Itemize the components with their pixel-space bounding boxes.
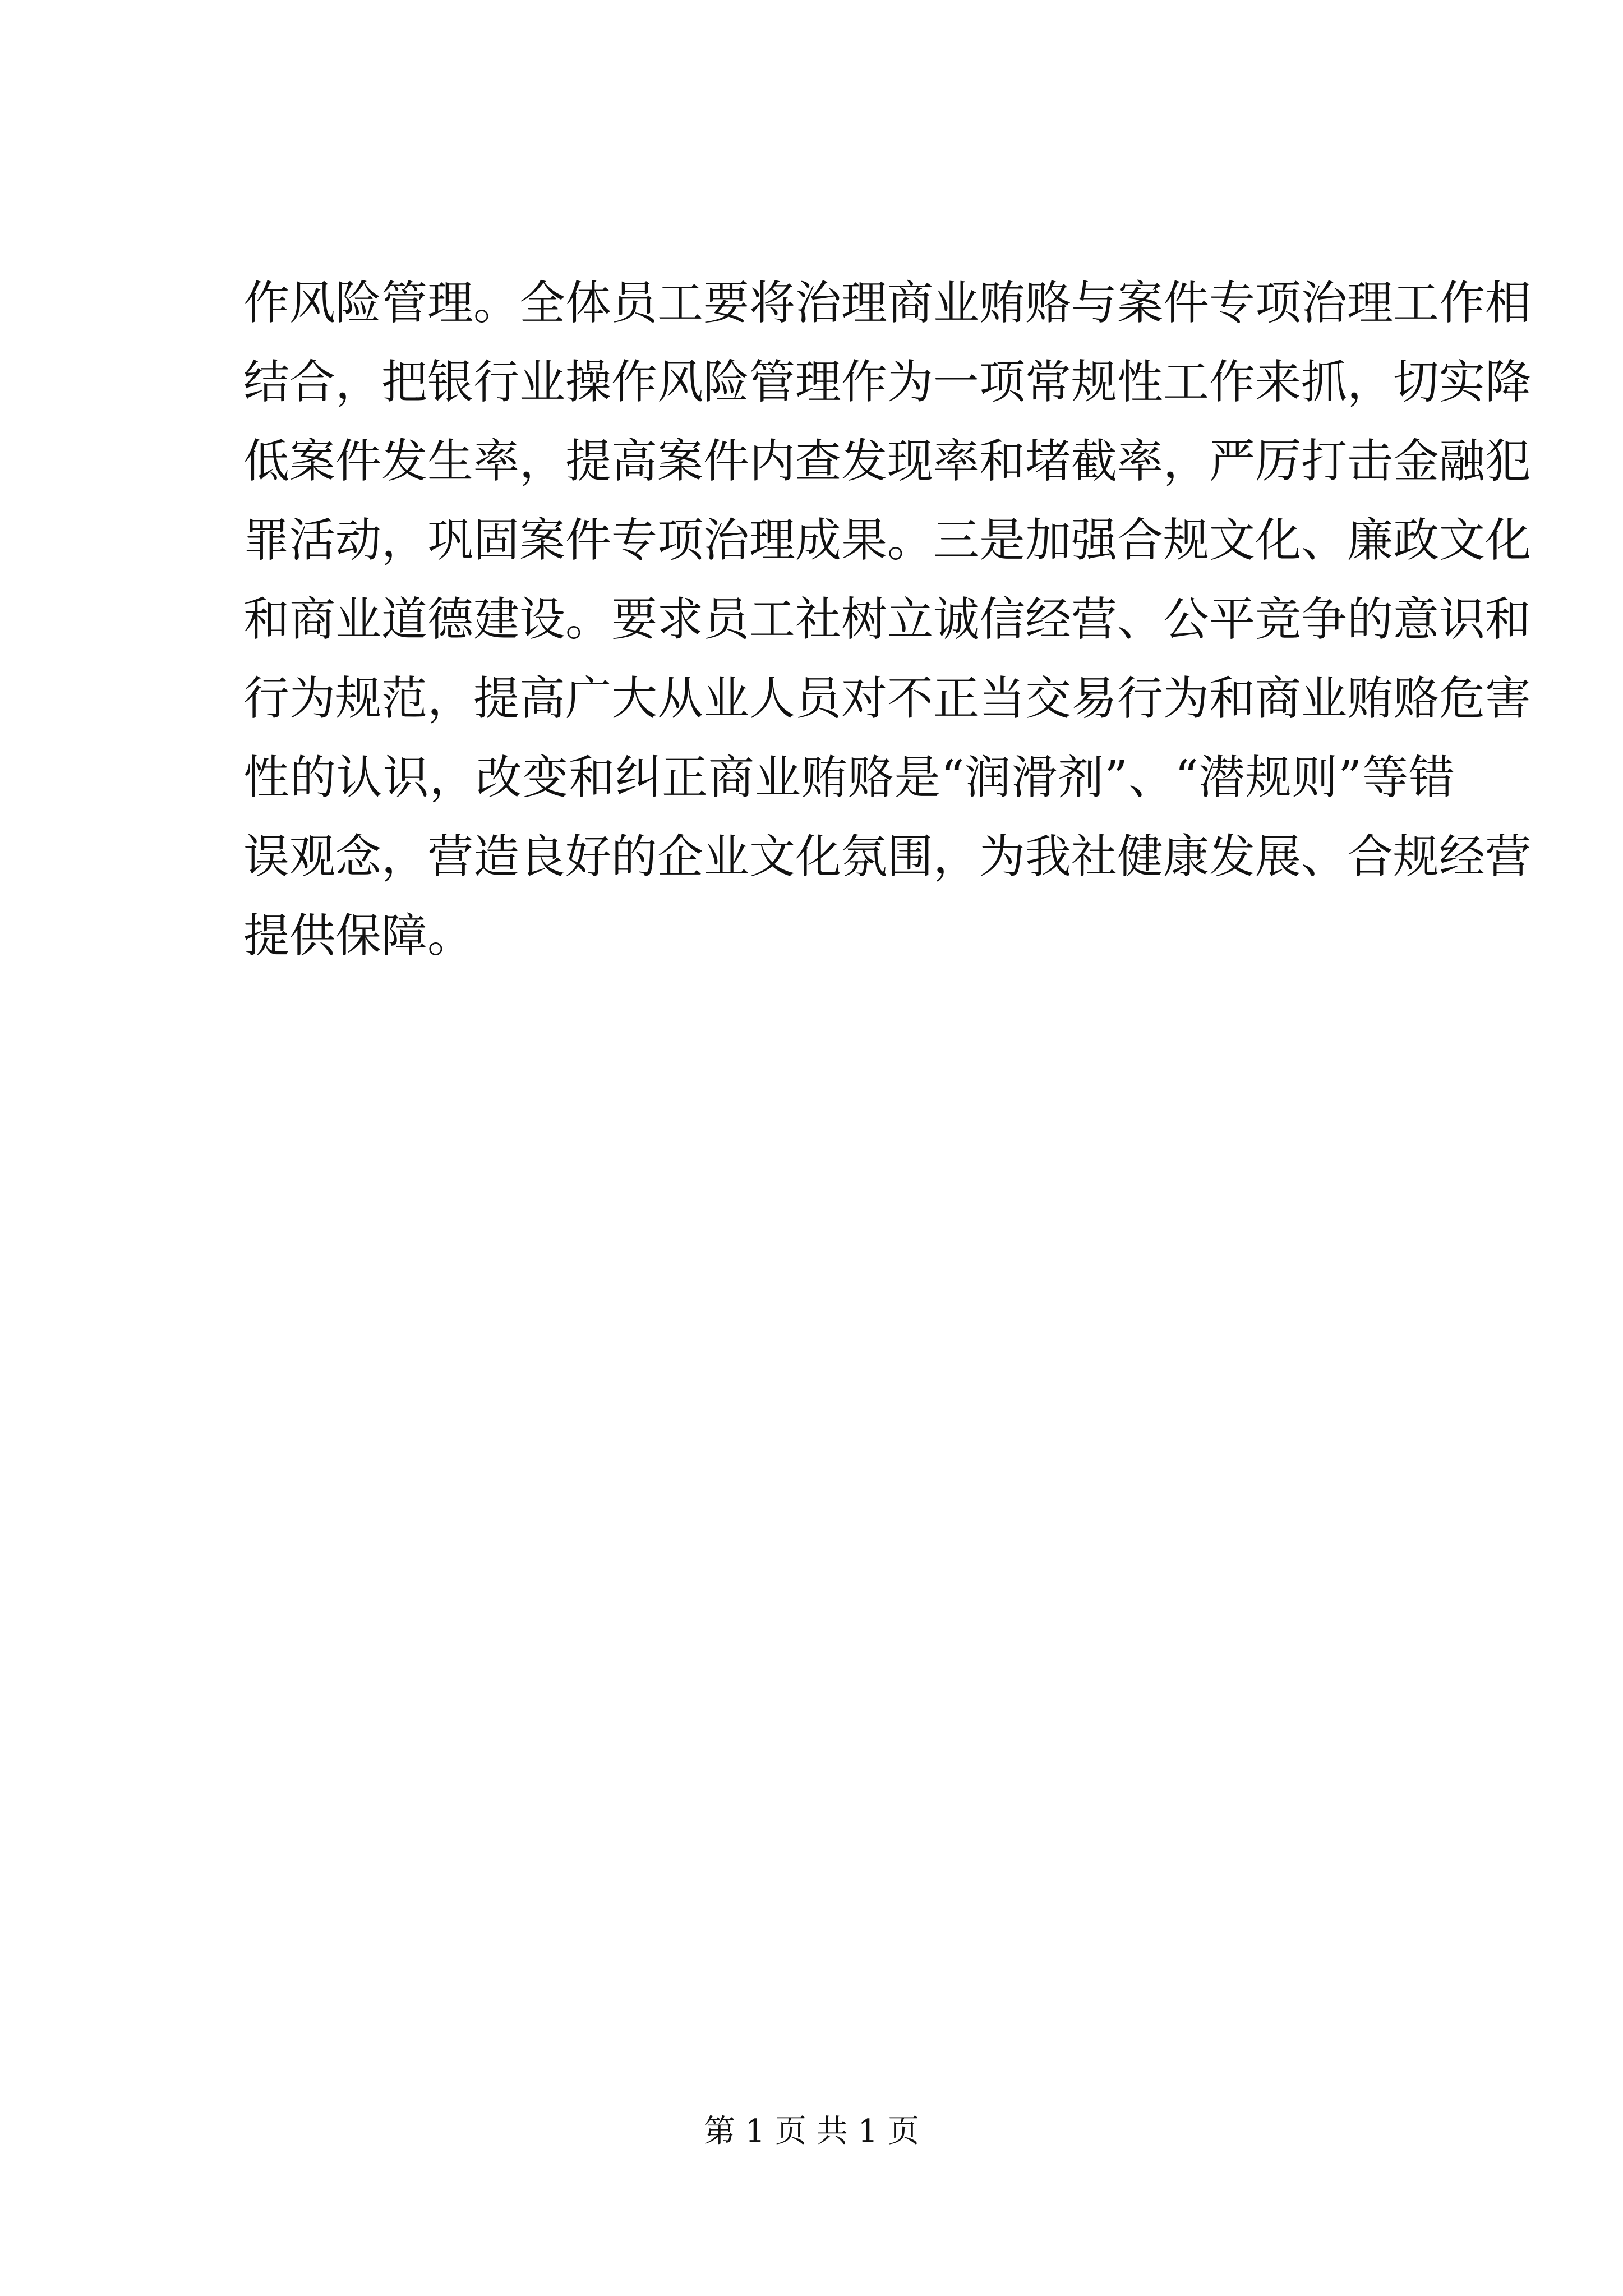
page-number-footer: 第 1 页 共 1 页 [703,2113,920,2150]
paragraph-line: 提供保障。 [243,909,474,963]
paragraph-line: 低案件发生率，提高案件内查发现率和堵截率，严厉打击金融犯 [243,435,1532,488]
paragraph-line: 误观念，营造良好的企业文化氛围，为我社健康发展、合规经营 [243,830,1532,884]
paragraph-line: 作风险管理。全体员工要将治理商业贿赂与案件专项治理工作相 [243,277,1532,330]
paragraph-line: 和商业道德建设。要求员工社树立诚信经营、公平竞争的意识和 [243,593,1532,646]
paragraph-line: 结合，把银行业操作风险管理作为一项常规性工作来抓，切实降 [243,356,1532,409]
paragraph-line: 性的认识，改变和纠正商业贿赂是“润滑剂”、“潜规则”等错 [243,751,1455,804]
paragraph-line: 行为规范，提高广大从业人员对不正当交易行为和商业贿赂危害 [243,672,1532,725]
body-paragraph [243,264,1532,976]
paragraph-line: 罪活动，巩固案件专项治理成果。三是加强合规文化、廉政文化 [243,514,1532,567]
